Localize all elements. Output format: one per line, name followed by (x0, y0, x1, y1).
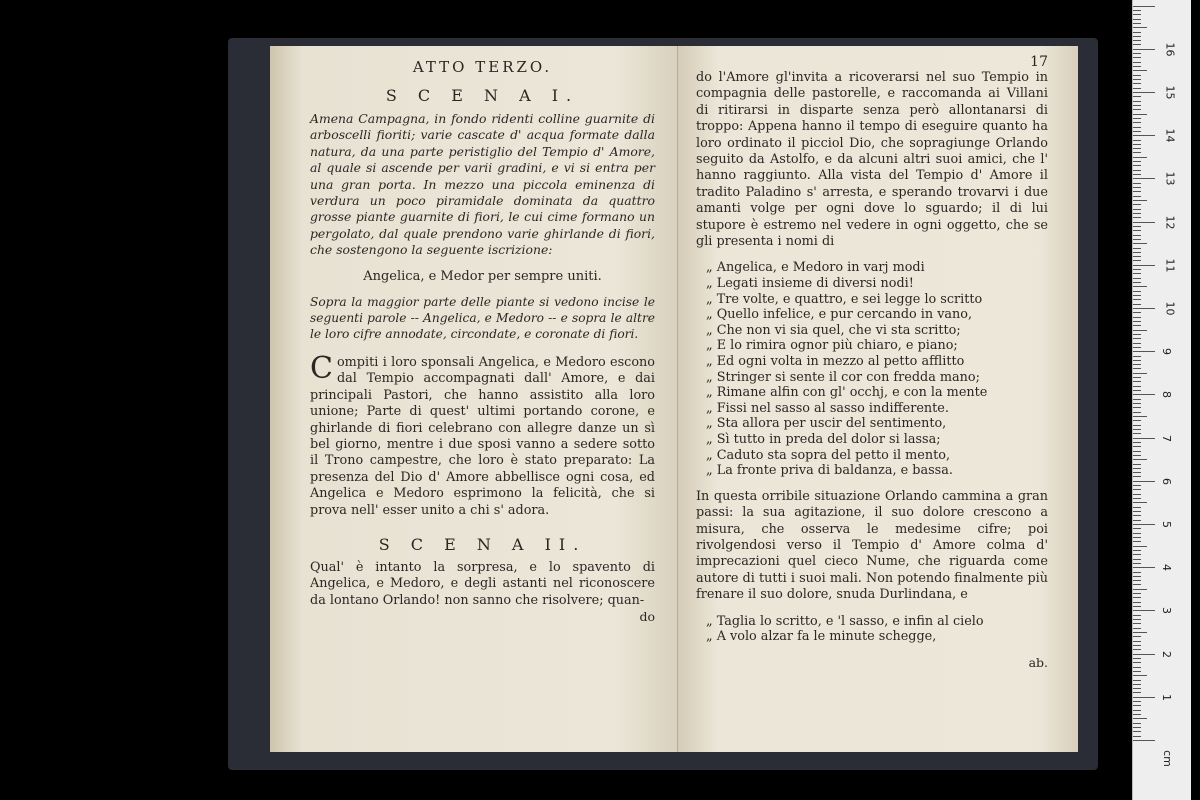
left-page (270, 46, 678, 752)
ruler-tick (1133, 524, 1155, 525)
ruler-tick (1133, 351, 1155, 352)
verse-line: „ Tre volte, e quattro, e sei legge lo scritto (706, 291, 983, 307)
ruler-tick (1133, 209, 1141, 210)
ruler-tick (1133, 567, 1155, 568)
ruler-tick (1133, 563, 1141, 564)
verse-line: „ Rimane alfin con gl' occhj, e con la mente (706, 385, 988, 401)
ruler-tick (1133, 606, 1141, 607)
scene-2-text: Qual' è intanto la sorpresa, e lo spavento di Angelica, e Medoro, e degli astanti nel riconoscere da lontano Orlando! non sanno che risolvere; quan- (310, 559, 655, 608)
ruler-tick (1133, 312, 1141, 313)
ruler-tick (1133, 282, 1141, 283)
ruler-tick (1133, 75, 1141, 76)
ruler-tick (1133, 429, 1141, 430)
verse-block-1 (706, 260, 1048, 478)
ruler-tick (1133, 589, 1147, 590)
ruler-tick (1133, 161, 1141, 162)
ruler-tick (1133, 736, 1141, 737)
ruler-tick (1133, 170, 1141, 171)
ruler-tick (1133, 472, 1141, 473)
ruler-tick (1133, 710, 1141, 711)
ruler-tick (1133, 714, 1141, 715)
verse-line: „ Stringer si sente il cor con fredda mano; (706, 369, 980, 385)
ruler-tick (1133, 57, 1141, 58)
ruler-tick (1133, 464, 1141, 465)
ruler-tick (1133, 420, 1141, 421)
ruler-tick (1133, 53, 1141, 54)
ruler-tick (1133, 688, 1141, 689)
ruler-tick (1133, 243, 1147, 244)
ruler-tick (1133, 105, 1141, 106)
ruler-tick (1133, 174, 1141, 175)
ruler-tick (1133, 727, 1141, 728)
ruler-tick (1133, 178, 1155, 179)
ruler-number: 9 (1160, 348, 1173, 356)
ruler-tick (1133, 114, 1147, 115)
ruler-number: 15 (1163, 85, 1177, 100)
ruler-tick (1133, 485, 1141, 486)
ruler-tick (1133, 213, 1141, 214)
ruler-tick (1133, 528, 1141, 529)
scene-1-title: S C E N A I. (385, 86, 580, 105)
ruler-tick (1133, 446, 1141, 447)
ruler-tick (1133, 96, 1141, 97)
ruler-tick (1133, 675, 1147, 676)
ruler-tick (1133, 131, 1141, 132)
ruler-tick (1133, 265, 1155, 266)
ruler-tick (1133, 256, 1141, 257)
ruler-tick (1133, 386, 1141, 387)
ruler-tick (1133, 671, 1141, 672)
verse-line: „ Fissi nel sasso al sasso indifferente. (706, 400, 949, 416)
ruler-tick (1133, 122, 1141, 123)
ruler-tick (1133, 118, 1141, 119)
ruler-tick (1133, 584, 1141, 585)
ruler-tick (1133, 381, 1141, 382)
ruler-tick (1133, 515, 1141, 516)
ruler-tick (1133, 32, 1141, 33)
ruler-tick (1133, 610, 1155, 611)
ruler-tick (1133, 390, 1141, 391)
ruler-number: 4 (1160, 564, 1173, 572)
ruler-tick (1133, 438, 1155, 439)
ruler-tick (1133, 23, 1141, 24)
ruler-number: 3 (1160, 607, 1173, 615)
paragraph-text: ompiti i loro sponsali Angelica, e Medoro escono dal Tempio accompagnati dall' Amore, e dai principali Pastori, che hanno assistito alla loro unione; Parte di quest' ultimi portando corone, e ghirlande di fiori celebrano con allegre danze un sì bel giorno, mentre i due sposi vanno a sedere sotto il Trono campestre, che loro è stato preparato: La presenza del Dio d' Amore abbellisce ogni cosa, ed Angelica e Medoro esprimono la felicità, che si prova nell' esser unito a chi s' adora. (310, 354, 655, 518)
ruler-tick (1133, 701, 1141, 702)
ruler-tick (1133, 468, 1141, 469)
ruler-tick (1133, 731, 1141, 732)
ruler-tick (1133, 368, 1141, 369)
ruler-tick (1133, 226, 1141, 227)
ruler-number: 13 (1163, 171, 1177, 186)
ruler-unit-label: cm (1160, 750, 1174, 767)
verse-line: „ Sta allora per uscir del sentimento, (706, 416, 947, 432)
verse-line: „ Angelica, e Medoro in varj modi (706, 260, 925, 276)
ruler-tick (1133, 304, 1141, 305)
open-book (270, 46, 1078, 752)
verse-block-2 (706, 614, 1048, 645)
ruler-tick (1133, 433, 1141, 434)
ruler-tick (1133, 235, 1141, 236)
measuring-ruler (1132, 0, 1191, 800)
ruler-tick (1133, 654, 1155, 655)
inscription: Angelica, e Medor per sempre uniti. (363, 268, 602, 284)
ruler-tick (1133, 572, 1141, 573)
ruler-tick (1133, 19, 1141, 20)
ruler-tick (1133, 723, 1141, 724)
ruler-tick (1133, 546, 1147, 547)
ruler-tick (1133, 459, 1147, 460)
ruler-tick (1133, 541, 1141, 542)
ruler-tick (1133, 684, 1141, 685)
verse-line: „ Taglia lo scritto, e 'l sasso, e infin al cielo (706, 613, 984, 629)
ruler-tick (1133, 230, 1141, 231)
ruler-tick (1133, 718, 1147, 719)
ruler-tick (1133, 377, 1141, 378)
ruler-tick (1133, 252, 1141, 253)
ruler-tick (1133, 127, 1141, 128)
ruler-tick (1133, 286, 1147, 287)
ruler-tick (1133, 27, 1147, 28)
ruler-tick (1133, 412, 1141, 413)
ruler-tick (1133, 550, 1141, 551)
ruler-tick (1133, 321, 1141, 322)
ruler-tick (1133, 88, 1141, 89)
running-head: ATTO TERZO. (412, 58, 553, 76)
ruler-tick (1133, 191, 1141, 192)
ruler-tick (1133, 260, 1141, 261)
ruler-tick (1133, 165, 1141, 166)
ruler-tick (1133, 217, 1141, 218)
ruler-number: 16 (1163, 42, 1177, 57)
ruler-number: 6 (1160, 477, 1173, 485)
ruler-tick (1133, 343, 1141, 344)
ruler-tick (1133, 580, 1141, 581)
ruler-tick (1133, 79, 1141, 80)
scene-2-title: S C E N A II. (378, 534, 587, 554)
ruler-tick (1133, 537, 1141, 538)
ruler-number: 14 (1163, 128, 1177, 143)
text-mid: In questa orribile situazione Orlando cammina a gran passi: la sua agitazione, il suo dolore crescono a misura, che osserva le medesime cifre; poi rivolgendosi verso il Tempio d' Amore colma d' imprecazioni quel cieco Nume, che riguarda come autore di tutti i suoi mali. Non potendo finalmente più frenare il suo dolore, snuda Durlindana, e (696, 488, 1048, 603)
ruler-tick (1133, 49, 1155, 50)
ruler-tick (1133, 619, 1141, 620)
ruler-tick (1133, 325, 1141, 326)
ruler-tick (1133, 44, 1141, 45)
ruler-tick (1133, 308, 1155, 309)
drop-cap: C (310, 350, 333, 386)
ruler-tick (1133, 334, 1141, 335)
ruler-tick (1133, 641, 1141, 642)
ruler-tick (1133, 273, 1141, 274)
ruler-tick (1133, 14, 1141, 15)
ruler-tick (1133, 373, 1147, 374)
ruler-number: 8 (1160, 391, 1173, 399)
ruler-tick (1133, 144, 1141, 145)
ruler-tick (1133, 399, 1141, 400)
ruler-tick (1133, 109, 1141, 110)
ruler-tick (1133, 364, 1141, 365)
ruler-tick (1133, 489, 1141, 490)
paragraph (310, 350, 655, 519)
ruler-tick (1133, 697, 1155, 698)
ruler-tick (1133, 632, 1147, 633)
ruler-tick (1133, 278, 1141, 279)
ruler-tick (1133, 645, 1141, 646)
ruler-tick (1133, 40, 1141, 41)
ruler-tick (1133, 615, 1141, 616)
ruler-tick (1133, 356, 1141, 357)
catchword-left: do (639, 609, 655, 625)
ruler-number: 5 (1160, 521, 1173, 528)
ruler-tick (1133, 740, 1155, 741)
ruler-tick (1133, 451, 1141, 452)
ruler-tick (1133, 204, 1141, 205)
ruler-tick (1133, 330, 1147, 331)
verse-line: „ Sì tutto in preda del dolor si lassa; (706, 432, 941, 447)
ruler-tick (1133, 101, 1141, 102)
ruler-tick (1133, 481, 1155, 482)
ruler-tick (1133, 10, 1141, 11)
ruler-tick (1133, 628, 1141, 629)
text-top: do l'Amore gl'invita a ricoverarsi nel suo Tempio in compagnia delle pastorelle, e raccomanda ai Villani di ritirarsi in disparte senza però allontanarsi di troppo: Appena hanno il tempo di eseguire quanto ha loro ordinato il picciol Dio, che sopragiunge Orlando seguito da Astolfo, e da alcuni altri suoi amici, che l' hanno raggiunto. Alla vista del Tempio d' Amore il tradito Paladino s' arresta, e sperando trovarvi i due amanti volge per ogni dove lo sguardo; il di lui stupore è estremo nel vedere in ogni oggetto, che se gli presenta i nomi di (696, 70, 1048, 250)
ruler-tick (1133, 416, 1147, 417)
ruler-tick (1133, 511, 1141, 512)
ruler-tick (1133, 502, 1147, 503)
ruler-tick (1133, 66, 1141, 67)
right-page (678, 46, 1078, 752)
ruler-tick (1133, 602, 1141, 603)
page-number: 17 (1030, 54, 1048, 70)
catchword-right: ab. (1028, 654, 1048, 670)
ruler-tick (1133, 347, 1141, 348)
ruler-tick (1133, 494, 1141, 495)
ruler-tick (1133, 157, 1147, 158)
ruler-tick (1133, 667, 1141, 668)
ruler-tick (1133, 317, 1141, 318)
ruler-tick (1133, 636, 1141, 637)
ruler-number: 10 (1163, 301, 1177, 316)
ruler-tick (1133, 662, 1141, 663)
plants-note: Sopra la maggior parte delle piante si vedono incise le seguenti parole -- Angelica, e Medoro -- e sopra le altre le loro cifre annodate, circondate, e coronate di fiori. (310, 294, 655, 342)
ruler-tick (1133, 140, 1141, 141)
ruler-tick (1133, 407, 1141, 408)
ruler-tick (1133, 291, 1141, 292)
verse-line: „ Quello infelice, e pur cercando in vano, (706, 307, 973, 323)
ruler-tick (1133, 338, 1141, 339)
ruler-tick (1133, 705, 1141, 706)
ruler-tick (1133, 623, 1141, 624)
verse-line: „ A volo alzar fa le minute schegge, (706, 629, 937, 645)
ruler-number: 2 (1160, 650, 1173, 658)
ruler-tick (1133, 507, 1141, 508)
verse-line: „ Caduto sta sopra del petto il mento, (706, 447, 951, 463)
verse-line: „ Legati insieme di diversi nodi! (706, 276, 914, 292)
ruler-tick (1133, 692, 1141, 693)
ruler-tick (1133, 520, 1141, 521)
ruler-tick (1133, 222, 1155, 223)
ruler-tick (1133, 455, 1141, 456)
ruler-tick (1133, 394, 1155, 395)
verse-line: „ E lo rimira ognor più chiaro, e piano; (706, 338, 958, 354)
ruler-tick (1133, 593, 1141, 594)
ruler-number: 1 (1160, 693, 1173, 701)
ruler-tick (1133, 135, 1155, 136)
ruler-tick (1133, 576, 1141, 577)
ruler-tick (1133, 70, 1147, 71)
ruler-tick (1133, 183, 1141, 184)
ruler-tick (1133, 269, 1141, 270)
ruler-tick (1133, 559, 1141, 560)
ruler-tick (1133, 442, 1141, 443)
ruler-tick (1133, 92, 1155, 93)
ruler-tick (1133, 248, 1141, 249)
ruler-tick (1133, 6, 1155, 7)
ruler-number: 7 (1160, 434, 1173, 442)
stage-direction: Amena Campagna, in fondo ridenti colline guarnite di arboscelli fioriti; varie cascate d' acqua formate dalla natura, da una parte peristiglio del Tempio d' Amore, al quale si ascende per varii gradini, e vi si entra per una gran porta. In mezzo una piccola eminenza di verdura un poco piramidale dominata da quattro grosse piante guarnite di fiori, le cui cime formano un pergolato, dal quale prendono varie ghirlande di fiori, che sostengono la seguente iscrizione: (310, 111, 655, 258)
ruler-tick (1133, 299, 1141, 300)
verse-line: „ Che non vi sia quel, che vi sta scritto; (706, 322, 961, 338)
ruler-tick (1133, 554, 1141, 555)
ruler-tick (1133, 83, 1141, 84)
ruler-tick (1133, 295, 1141, 296)
ruler-tick (1133, 239, 1141, 240)
ruler-tick (1133, 187, 1141, 188)
ruler-tick (1133, 498, 1141, 499)
ruler-tick (1133, 152, 1141, 153)
ruler-tick (1133, 403, 1141, 404)
ruler-tick (1133, 196, 1141, 197)
ruler-tick (1133, 649, 1141, 650)
ruler-tick (1133, 597, 1141, 598)
ruler-number: 12 (1163, 215, 1177, 230)
ruler-tick (1133, 425, 1141, 426)
ruler-tick (1133, 533, 1141, 534)
verse-line: „ La fronte priva di baldanza, e bassa. (706, 463, 953, 479)
ruler-tick (1133, 360, 1141, 361)
ruler-tick (1133, 200, 1147, 201)
ruler-tick (1133, 476, 1141, 477)
ruler-tick (1133, 36, 1141, 37)
ruler-tick (1133, 680, 1141, 681)
ruler-tick (1133, 658, 1141, 659)
ruler-number: 11 (1163, 258, 1177, 273)
verse-line: „ Ed ogni volta in mezzo al petto afflitto (706, 354, 965, 370)
ruler-tick (1133, 148, 1141, 149)
ruler-tick (1133, 62, 1141, 63)
